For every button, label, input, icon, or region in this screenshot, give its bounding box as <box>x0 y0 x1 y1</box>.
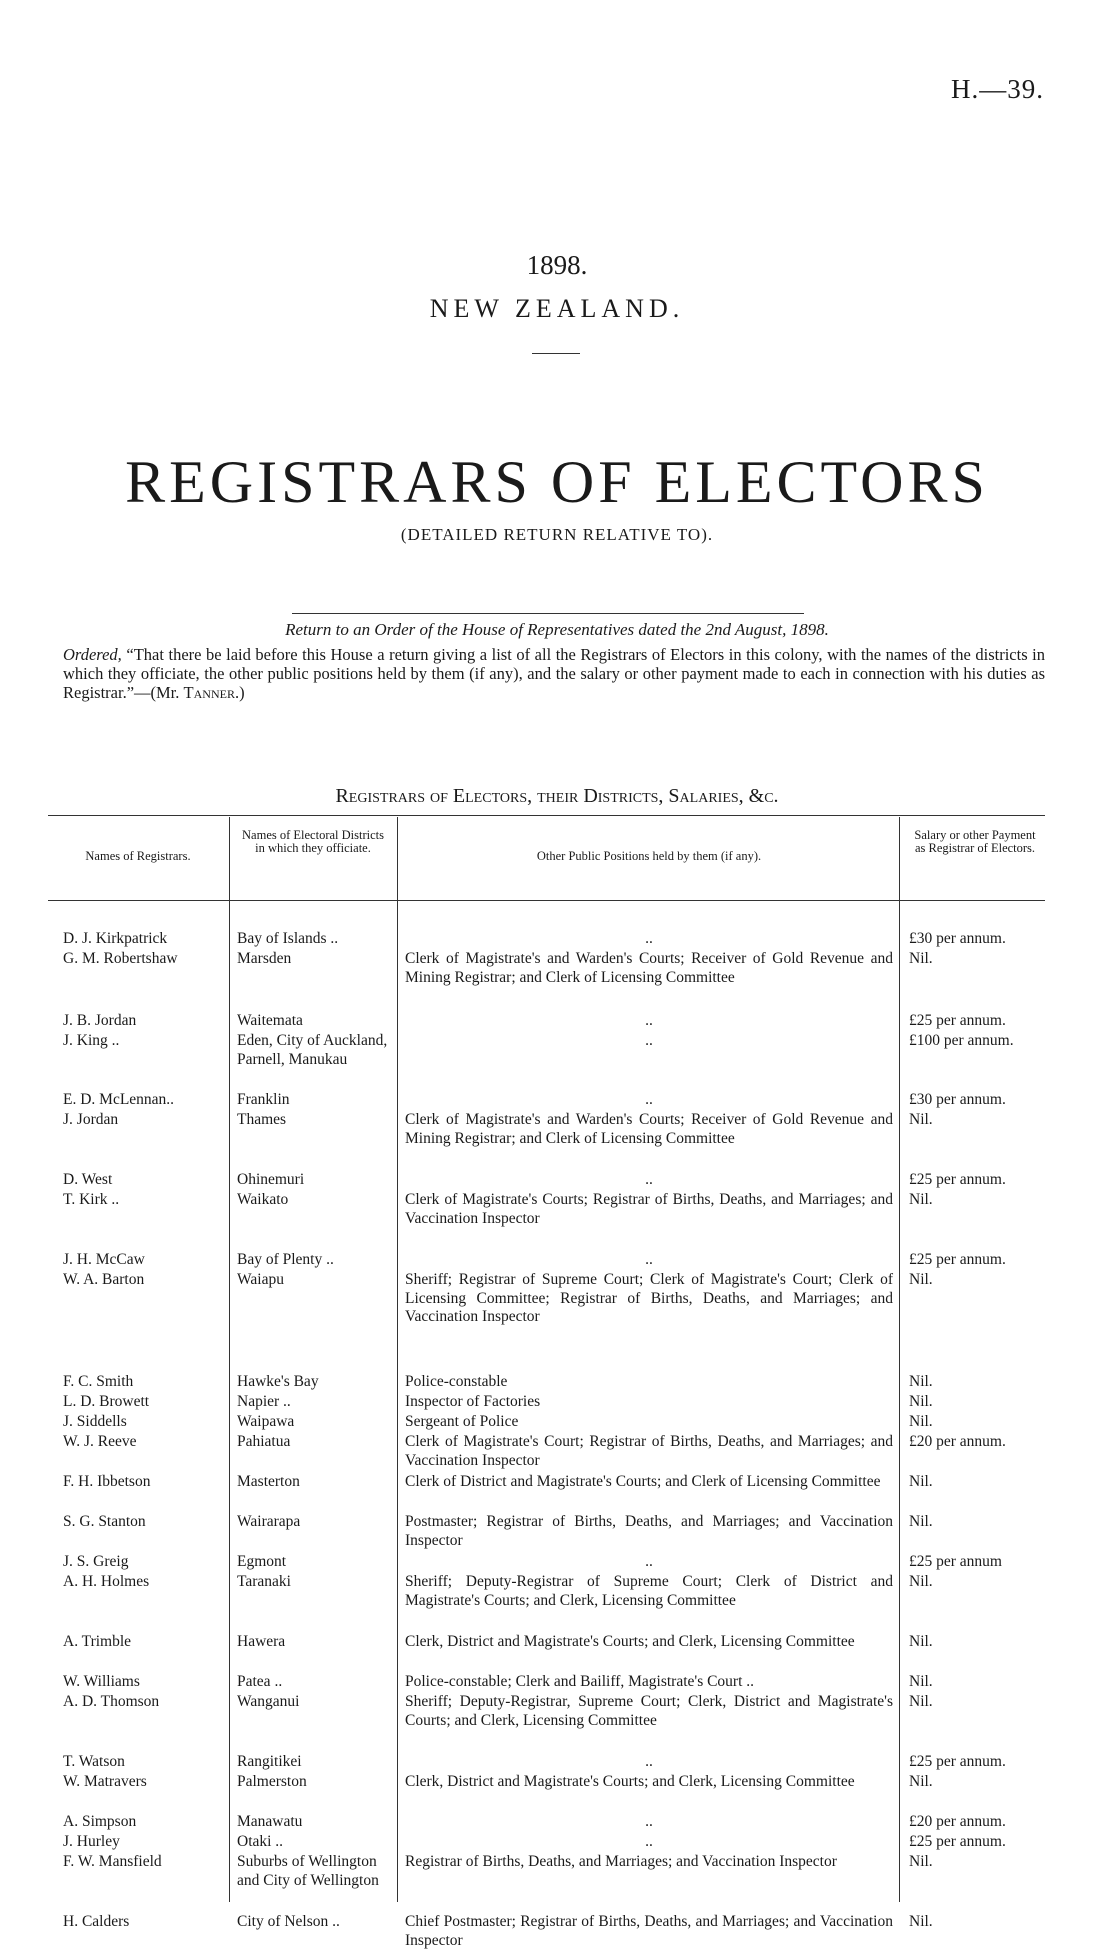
salary: Nil. <box>909 1673 933 1690</box>
salary: Nil. <box>909 1573 933 1590</box>
salary: Nil. <box>909 1393 933 1410</box>
salary: Nil. <box>909 950 933 967</box>
electoral-district: Ohinemuri <box>237 1171 305 1188</box>
table-title: Registrars of Electors, their Districts, Salaries, &c. <box>335 785 779 807</box>
electoral-district: Marsden <box>237 950 292 967</box>
registrar-name: J. Jordan <box>63 1111 119 1128</box>
registrar-name: A. D. Thomson <box>63 1693 160 1710</box>
salary: £25 per annum <box>909 1553 1002 1570</box>
registrar-name: A. Trimble <box>63 1633 132 1650</box>
registrar-name: W. J. Reeve <box>63 1433 137 1450</box>
electoral-district: Wanganui <box>237 1693 300 1710</box>
electoral-district: Egmont <box>237 1553 287 1570</box>
registrar-name: D. J. Kirkpatrick <box>63 930 168 947</box>
salary: £25 per annum. <box>909 1753 1006 1770</box>
electoral-district: Bay of Plenty .. <box>237 1251 334 1268</box>
electoral-district: Waiapu <box>237 1271 284 1288</box>
registrar-name: L. D. Browett <box>63 1393 150 1410</box>
registrar-name: W. Matravers <box>63 1773 147 1790</box>
registrar-name: E. D. McLennan.. <box>63 1091 175 1108</box>
salary: Nil. <box>909 1513 933 1530</box>
registrar-name: G. M. Robertshaw <box>63 950 178 967</box>
electoral-district: Waitemata <box>237 1012 303 1029</box>
registrar-name: W. A. Barton <box>63 1271 145 1288</box>
registrar-name: J. King .. <box>63 1032 120 1049</box>
public-positions: Clerk of Magistrate's and Warden's Courts; Receiver of Gold Revenue and Mining Registrar; and Clerk of Licensing Committee <box>405 950 893 986</box>
public-positions: Clerk of Magistrate's Courts; Registrar of Births, Deaths, and Marriages; and Vaccination Inspector <box>405 1191 893 1227</box>
registrar-name: D. West <box>63 1171 113 1188</box>
salary: £20 per annum. <box>909 1433 1006 1450</box>
public-positions: .. <box>645 1813 653 1830</box>
electoral-district: Rangitikei <box>237 1753 302 1770</box>
registrar-name: H. Calders <box>63 1913 130 1930</box>
electoral-district: Pahiatua <box>237 1433 291 1450</box>
public-positions: .. <box>645 930 653 947</box>
ordered-name: Tanner <box>183 683 235 702</box>
electoral-district: Masterton <box>237 1473 300 1490</box>
registrar-name: A. Simpson <box>63 1813 137 1830</box>
registrar-name: J. H. McCaw <box>63 1251 145 1268</box>
electoral-district: Palmerston <box>237 1773 307 1790</box>
column-header-positions: Other Public Positions held by them (if any). <box>536 849 762 863</box>
public-positions: Chief Postmaster; Registrar of Births, Deaths, and Marriages; and Vaccination Inspector <box>405 1913 893 1949</box>
registrar-name: T. Watson <box>63 1753 125 1770</box>
public-positions: Sergeant of Police <box>405 1413 519 1430</box>
public-positions: .. <box>645 1091 653 1108</box>
public-positions: Police-constable <box>405 1373 508 1390</box>
public-positions: Clerk, District and Magistrate's Courts; and Clerk, Licensing Committee <box>405 1633 855 1650</box>
salary: £100 per annum. <box>909 1032 1014 1049</box>
salary: Nil. <box>909 1191 933 1208</box>
salary: £30 per annum. <box>909 930 1006 947</box>
salary: Nil. <box>909 1373 933 1390</box>
electoral-district: Franklin <box>237 1091 290 1108</box>
public-positions: Clerk of District and Magistrate's Courts; and Clerk of Licensing Committee <box>405 1473 881 1490</box>
electoral-district: Hawke's Bay <box>237 1373 319 1390</box>
public-positions: Sheriff; Deputy-Registrar, Supreme Court; Clerk, District and Magistrate's Courts; and Clerk, Licensing Committee <box>405 1693 893 1729</box>
salary: £30 per annum. <box>909 1091 1006 1108</box>
public-positions: .. <box>645 1251 653 1268</box>
registrar-name: J. Siddells <box>63 1413 127 1430</box>
document-subtitle: (DETAILED RETURN RELATIVE TO). <box>400 525 714 544</box>
salary: Nil. <box>909 1473 933 1490</box>
registrar-name: F. H. Ibbetson <box>63 1473 151 1490</box>
public-positions: Clerk of Magistrate's Court; Registrar of Births, Deaths, and Marriages; and Vaccination Inspector <box>405 1433 893 1469</box>
registrar-name: A. H. Holmes <box>63 1573 150 1590</box>
public-positions: .. <box>645 1032 653 1049</box>
electoral-district: Manawatu <box>237 1813 303 1830</box>
electoral-district: Waikato <box>237 1191 289 1208</box>
ordered-end: .) <box>234 683 245 702</box>
electoral-district: Eden, City of Auckland, Parnell, Manukau <box>237 1032 388 1068</box>
column-header-salary: Salary or other Payment as Registrar of Electors. <box>914 828 1036 855</box>
public-positions: Postmaster; Registrar of Births, Deaths, and Marriages; and Vaccination Inspector <box>405 1513 893 1549</box>
public-positions: Sheriff; Deputy-Registrar of Supreme Court; Clerk of District and Magistrate's Courts; and Clerk, Licensing Committee <box>405 1573 893 1609</box>
document-title: REGISTRARS OF ELECTORS <box>125 449 989 515</box>
salary: Nil. <box>909 1773 933 1790</box>
salary: Nil. <box>909 1693 933 1710</box>
public-positions: .. <box>645 1012 653 1029</box>
salary: £25 per annum. <box>909 1012 1006 1029</box>
column-header-district: Names of Electoral Districts in which they officiate. <box>242 828 384 855</box>
divider <box>532 353 580 354</box>
electoral-district: Thames <box>237 1111 287 1128</box>
salary: Nil. <box>909 1111 933 1128</box>
public-positions: .. <box>645 1833 653 1850</box>
registrar-name: F. C. Smith <box>63 1373 134 1390</box>
column-divider <box>397 817 398 1902</box>
salary: £25 per annum. <box>909 1833 1006 1850</box>
return-line: Return to an Order of the House of Representatives dated the 2nd August, 1898. <box>285 620 829 639</box>
public-positions: Clerk of Magistrate's and Warden's Courts; Receiver of Gold Revenue and Mining Registrar; and Clerk of Licensing Committee <box>405 1111 893 1147</box>
registrar-name: S. G. Stanton <box>63 1513 146 1530</box>
salary: Nil. <box>909 1271 933 1288</box>
salary: Nil. <box>909 1633 933 1650</box>
registrar-name: T. Kirk .. <box>63 1191 120 1208</box>
registrar-name: J. S. Greig <box>63 1553 129 1570</box>
public-positions: .. <box>645 1171 653 1188</box>
public-positions: Sheriff; Registrar of Supreme Court; Clerk of Magistrate's Court; Clerk of Licensing Committee; Registrar of Births, Deaths, and Marriages; and Vaccination Inspector <box>405 1271 893 1325</box>
registrar-name: F. W. Mansfield <box>63 1853 162 1870</box>
electoral-district: Bay of Islands .. <box>237 930 339 947</box>
document-year: 1898. <box>526 250 588 280</box>
electoral-district: City of Nelson .. <box>237 1913 340 1930</box>
column-divider <box>899 817 900 1902</box>
public-positions: Inspector of Factories <box>405 1393 541 1410</box>
registrar-name: W. Williams <box>63 1673 140 1690</box>
public-positions: .. <box>645 1553 653 1570</box>
electoral-district: Hawera <box>237 1633 286 1650</box>
ordered-text: “That there be laid before this House a return giving a list of all the Registrars of Electors in this colony, with the names of the districts in which they officiate, the other public positions held by them (if any), and the salary or other payment made to each in connection with his duties as Registrar.”—(Mr. <box>63 645 1045 702</box>
divider <box>292 613 804 614</box>
registrar-name: J. Hurley <box>63 1833 120 1850</box>
salary: £25 per annum. <box>909 1251 1006 1268</box>
page-reference: H.—39. <box>951 74 1044 104</box>
electoral-district: Wairarapa <box>237 1513 301 1530</box>
registrar-name: J. B. Jordan <box>63 1012 137 1029</box>
salary: £25 per annum. <box>909 1171 1006 1188</box>
public-positions: Registrar of Births, Deaths, and Marriages; and Vaccination Inspector <box>405 1853 837 1870</box>
document-country: NEW ZEALAND. <box>429 294 685 323</box>
column-divider <box>229 817 230 1902</box>
salary: £20 per annum. <box>909 1813 1006 1830</box>
ordered-label: Ordered, <box>63 645 122 664</box>
salary: Nil. <box>909 1413 933 1430</box>
public-positions: Police-constable; Clerk and Bailiff, Magistrate's Court .. <box>405 1673 755 1690</box>
column-header-registrar: Names of Registrars. <box>85 849 191 863</box>
ordered-paragraph <box>63 645 1045 702</box>
public-positions: .. <box>645 1753 653 1770</box>
table-header-rule <box>48 900 1045 901</box>
electoral-district: Patea .. <box>237 1673 283 1690</box>
electoral-district: Napier .. <box>237 1393 291 1410</box>
electoral-district: Waipawa <box>237 1413 295 1430</box>
public-positions: Clerk, District and Magistrate's Courts; and Clerk, Licensing Committee <box>405 1773 855 1790</box>
table-top-rule <box>48 815 1045 816</box>
electoral-district: Taranaki <box>237 1573 291 1590</box>
salary: Nil. <box>909 1853 933 1870</box>
electoral-district: Otaki .. <box>237 1833 284 1850</box>
salary: Nil. <box>909 1913 933 1930</box>
electoral-district: Suburbs of Wellington and City of Wellington <box>237 1853 379 1889</box>
